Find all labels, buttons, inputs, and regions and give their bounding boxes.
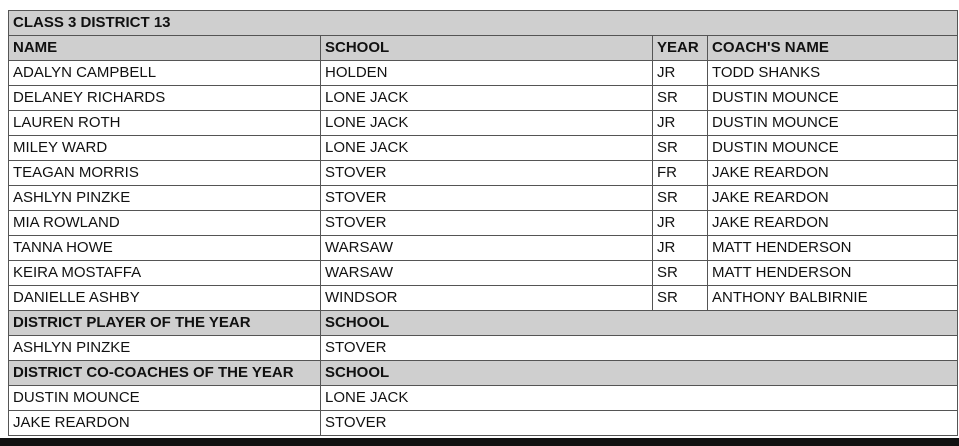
player-year: SR [653,86,708,111]
player-coach: DUSTIN MOUNCE [708,86,958,111]
player-school: STOVER [321,161,653,186]
table-row [9,286,958,311]
player-of-year-header-row [9,311,958,336]
player-coach: MATT HENDERSON [708,261,958,286]
player-year: SR [653,261,708,286]
player-school: WARSAW [321,236,653,261]
title-row [9,11,958,36]
player-school: LONE JACK [321,86,653,111]
table-row [9,186,958,211]
table-row [9,336,958,361]
bottom-bar [0,438,959,446]
player-name: KEIRA MOSTAFFA [9,261,321,286]
table-row [9,236,958,261]
player-of-year-label: DISTRICT PLAYER OF THE YEAR [9,311,321,336]
header-row [9,36,958,61]
coaches-of-year-header-row [9,361,958,386]
table-title: CLASS 3 DISTRICT 13 [9,11,958,36]
table-row [9,386,958,411]
coach-of-year-name: DUSTIN MOUNCE [9,386,321,411]
player-year: JR [653,61,708,86]
coach-of-year-school: STOVER [321,411,958,436]
player-name: ASHLYN PINZKE [9,186,321,211]
table-row [9,161,958,186]
coach-of-year-name: JAKE REARDON [9,411,321,436]
player-name: TEAGAN MORRIS [9,161,321,186]
player-school: LONE JACK [321,136,653,161]
player-coach: ANTHONY BALBIRNIE [708,286,958,311]
player-coach: DUSTIN MOUNCE [708,136,958,161]
player-name: LAUREN ROTH [9,111,321,136]
coaches-of-year-school-header: SCHOOL [321,361,958,386]
coach-of-year-school: LONE JACK [321,386,958,411]
player-name: DELANEY RICHARDS [9,86,321,111]
table-row [9,86,958,111]
table-row [9,411,958,436]
district-table [8,10,958,436]
player-coach: JAKE REARDON [708,161,958,186]
player-school: STOVER [321,211,653,236]
header-coach: COACH'S NAME [708,36,958,61]
player-coach: DUSTIN MOUNCE [708,111,958,136]
all-district-sheet [8,10,957,436]
player-coach: JAKE REARDON [708,211,958,236]
player-school: STOVER [321,186,653,211]
player-school: WARSAW [321,261,653,286]
player-year: SR [653,186,708,211]
header-school: SCHOOL [321,36,653,61]
player-year: SR [653,286,708,311]
player-name: MILEY WARD [9,136,321,161]
player-year: JR [653,111,708,136]
table-row [9,211,958,236]
table-row [9,111,958,136]
header-year: YEAR [653,36,708,61]
player-year: FR [653,161,708,186]
table-row [9,61,958,86]
player-coach: MATT HENDERSON [708,236,958,261]
player-year: JR [653,211,708,236]
player-name: ADALYN CAMPBELL [9,61,321,86]
table-row [9,261,958,286]
player-school: LONE JACK [321,111,653,136]
header-name: NAME [9,36,321,61]
table-row [9,136,958,161]
player-coach: JAKE REARDON [708,186,958,211]
player-coach: TODD SHANKS [708,61,958,86]
player-year: JR [653,236,708,261]
player-school: WINDSOR [321,286,653,311]
player-name: MIA ROWLAND [9,211,321,236]
coaches-of-year-label: DISTRICT CO-COACHES OF THE YEAR [9,361,321,386]
player-of-year-school: STOVER [321,336,958,361]
player-name: TANNA HOWE [9,236,321,261]
player-school: HOLDEN [321,61,653,86]
player-of-year-school-header: SCHOOL [321,311,958,336]
player-name: DANIELLE ASHBY [9,286,321,311]
player-year: SR [653,136,708,161]
player-of-year-name: ASHLYN PINZKE [9,336,321,361]
